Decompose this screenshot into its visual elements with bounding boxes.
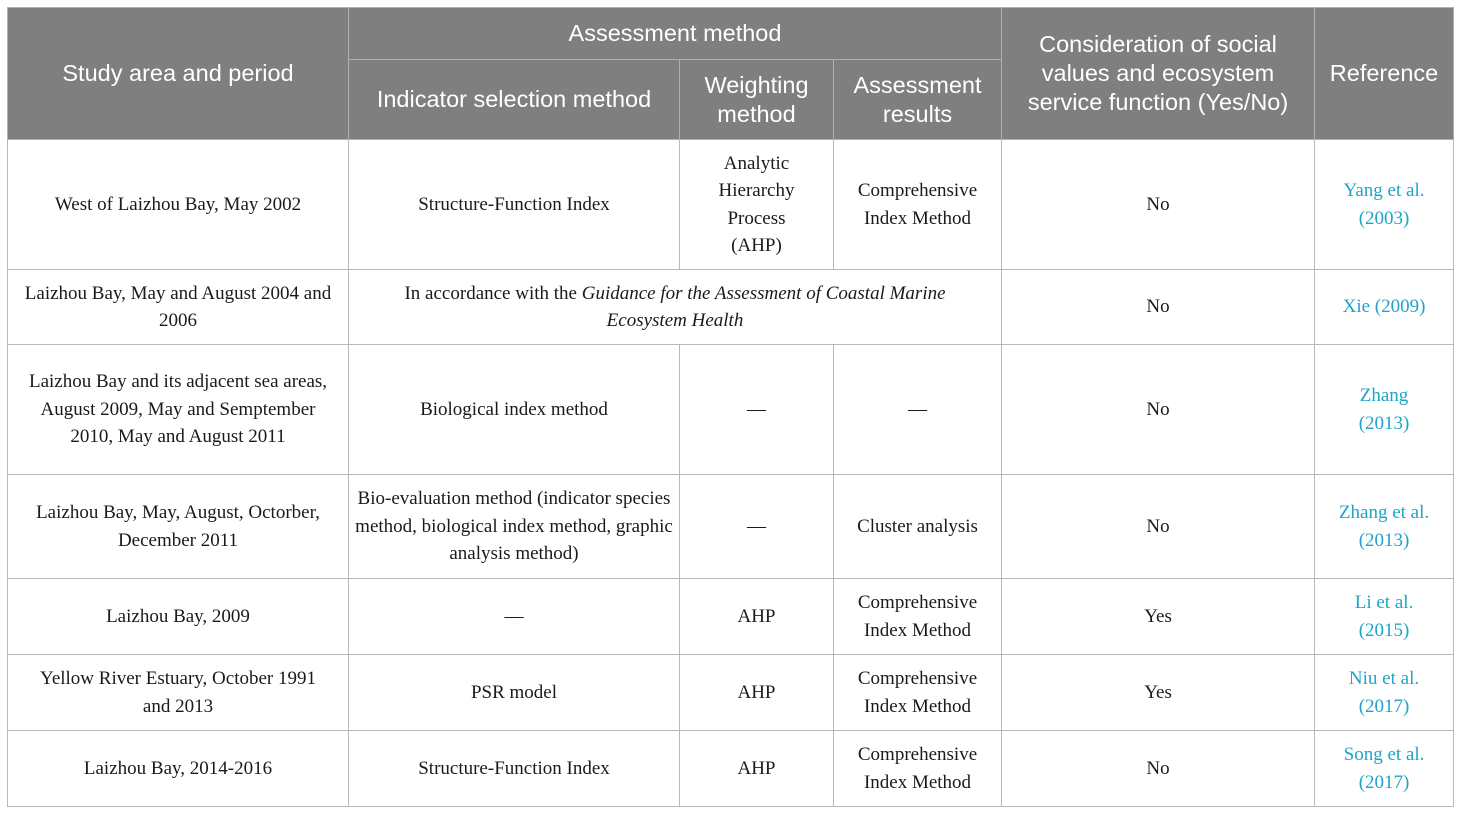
table-row <box>8 731 1454 807</box>
cell-social: Yes <box>1002 579 1315 655</box>
merged-text-prefix: In accordance with the <box>404 282 582 304</box>
cell-weighting: AHP <box>680 731 834 807</box>
cell-indicator: Structure-Function Index <box>349 140 680 270</box>
cell-social: Yes <box>1002 655 1315 731</box>
cell-results: Comprehensive Index Method <box>834 655 1002 731</box>
cell-weighting: — <box>680 475 834 579</box>
table-row <box>8 270 1454 345</box>
table-row <box>8 140 1454 270</box>
cell-study: Laizhou Bay, 2014-2016 <box>8 731 349 807</box>
cell-indicator: Biological index method <box>349 345 680 475</box>
cell-indicator: Bio-evaluation method (indicator species method, biological index method, graphic analysis method) <box>349 475 680 579</box>
header-assessment-method: Assessment method <box>349 8 1002 60</box>
header-indicator-selection: Indicator selection method <box>349 60 680 140</box>
cell-reference[interactable]: Xie (2009) <box>1315 270 1454 345</box>
table-row <box>8 475 1454 579</box>
cell-weighting: Analytic Hierarchy Process (AHP) <box>680 140 834 270</box>
table-row <box>8 579 1454 655</box>
cell-results: Comprehensive Index Method <box>834 579 1002 655</box>
header-reference: Reference <box>1315 8 1454 140</box>
cell-reference[interactable]: Zhang (2013) <box>1315 345 1454 475</box>
cell-study: Laizhou Bay, May, August, Octorber, December 2011 <box>8 475 349 579</box>
cell-reference[interactable]: Zhang et al. (2013) <box>1315 475 1454 579</box>
cell-indicator: PSR model <box>349 655 680 731</box>
table-body <box>8 140 1454 807</box>
cell-results: Cluster analysis <box>834 475 1002 579</box>
table-row <box>8 655 1454 731</box>
table-header <box>8 8 1454 140</box>
header-assessment-results: Assessment results <box>834 60 1002 140</box>
cell-social: No <box>1002 731 1315 807</box>
cell-study: Yellow River Estuary, October 1991 and 2013 <box>8 655 349 731</box>
cell-study: West of Laizhou Bay, May 2002 <box>8 140 349 270</box>
cell-social: No <box>1002 140 1315 270</box>
cell-weighting: — <box>680 345 834 475</box>
cell-indicator: Structure-Function Index <box>349 731 680 807</box>
cell-results: Comprehensive Index Method <box>834 731 1002 807</box>
cell-results: Comprehensive Index Method <box>834 140 1002 270</box>
cell-weighting: AHP <box>680 655 834 731</box>
table-row <box>8 345 1454 475</box>
cell-results: — <box>834 345 1002 475</box>
header-study-area: Study area and period <box>8 8 349 140</box>
cell-social: No <box>1002 270 1315 345</box>
header-weighting: Weighting method <box>680 60 834 140</box>
cell-study: Laizhou Bay and its adjacent sea areas, August 2009, May and Semptember 2010, May and August 2011 <box>8 345 349 475</box>
cell-study: Laizhou Bay, 2009 <box>8 579 349 655</box>
cell-social: No <box>1002 345 1315 475</box>
cell-reference[interactable]: Yang et al. (2003) <box>1315 140 1454 270</box>
cell-weighting: AHP <box>680 579 834 655</box>
cell-reference[interactable]: Song et al. (2017) <box>1315 731 1454 807</box>
cell-social: No <box>1002 475 1315 579</box>
guidance-title: Guidance for the Assessment of Coastal Marine Ecosystem Health <box>581 282 946 331</box>
cell-indicator: — <box>349 579 680 655</box>
cell-reference[interactable]: Li et al. (2015) <box>1315 579 1454 655</box>
cell-reference[interactable]: Niu et al. (2017) <box>1315 655 1454 731</box>
assessment-methods-table <box>7 7 1454 807</box>
cell-study: Laizhou Bay, May and August 2004 and 2006 <box>8 270 349 345</box>
header-social-values: Consideration of social values and ecosystem service function (Yes/No) <box>1002 8 1315 140</box>
cell-merged-method <box>349 270 1002 345</box>
